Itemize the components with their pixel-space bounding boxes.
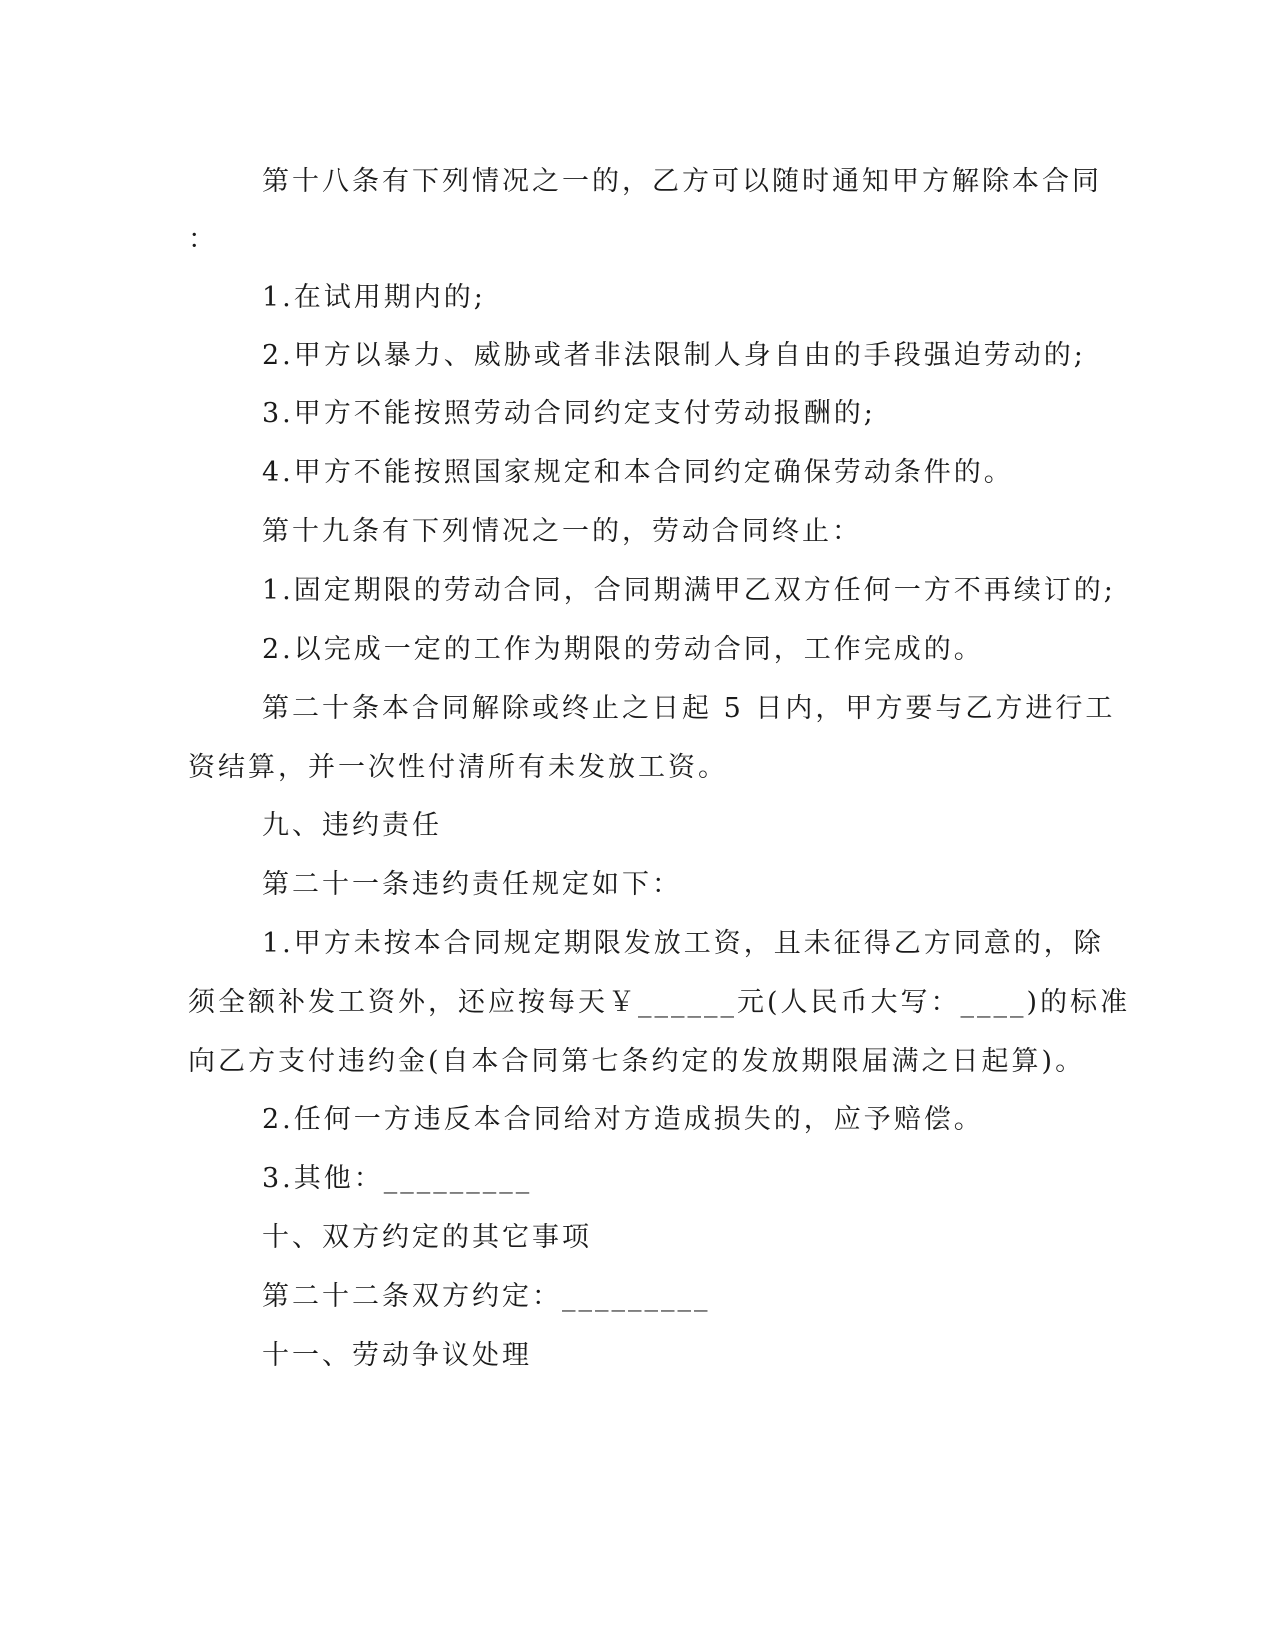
section-10-heading: 十、双方约定的其它事项: [262, 1222, 592, 1253]
article-20-line-2: 资结算，并一次性付清所有未发放工资。: [188, 752, 728, 783]
article-18-item-4: 4.甲方不能按照国家规定和本合同约定确保劳动条件的。: [262, 457, 1014, 488]
article-19-heading: 第十九条有下列情况之一的，劳动合同终止：: [262, 516, 862, 547]
article-20-line-1: 第二十条本合同解除或终止之日起 5 日内，甲方要与乙方进行工: [262, 693, 1116, 724]
article-18-heading: 第十八条有下列情况之一的，乙方可以随时通知甲方解除本合同: [262, 166, 1102, 197]
section-9-heading: 九、违约责任: [262, 810, 442, 841]
article-19-item-1: 1.固定期限的劳动合同，合同期满甲乙双方任何一方不再续订的;: [262, 575, 1116, 606]
article-21-item-2: 2.任何一方违反本合同给对方造成损失的，应予赔偿。: [262, 1104, 984, 1135]
article-21-item-1-line-2: 须全额补发工资外，还应按每天￥______元(人民币大写：____)的标准: [188, 987, 1131, 1018]
article-18-continuation: ：: [188, 224, 218, 255]
article-18-item-3: 3.甲方不能按照劳动合同约定支付劳动报酬的;: [262, 398, 876, 429]
article-21-item-1-line-1: 1.甲方未按本合同规定期限发放工资，且未征得乙方同意的，除: [262, 928, 1104, 959]
article-22: 第二十二条双方约定：_________: [262, 1281, 711, 1312]
article-21-item-1-line-3: 向乙方支付违约金(自本合同第七条约定的发放期限届满之日起算)。: [188, 1046, 1086, 1077]
article-18-item-1: 1.在试用期内的;: [262, 282, 486, 313]
article-21-heading: 第二十一条违约责任规定如下：: [262, 869, 682, 900]
article-18-item-2: 2.甲方以暴力、威胁或者非法限制人身自由的手段强迫劳动的;: [262, 340, 1086, 371]
article-21-item-3: 3.其他：_________: [262, 1163, 533, 1194]
article-19-item-2: 2.以完成一定的工作为期限的劳动合同，工作完成的。: [262, 634, 984, 665]
section-11-heading: 十一、劳动争议处理: [262, 1340, 532, 1371]
